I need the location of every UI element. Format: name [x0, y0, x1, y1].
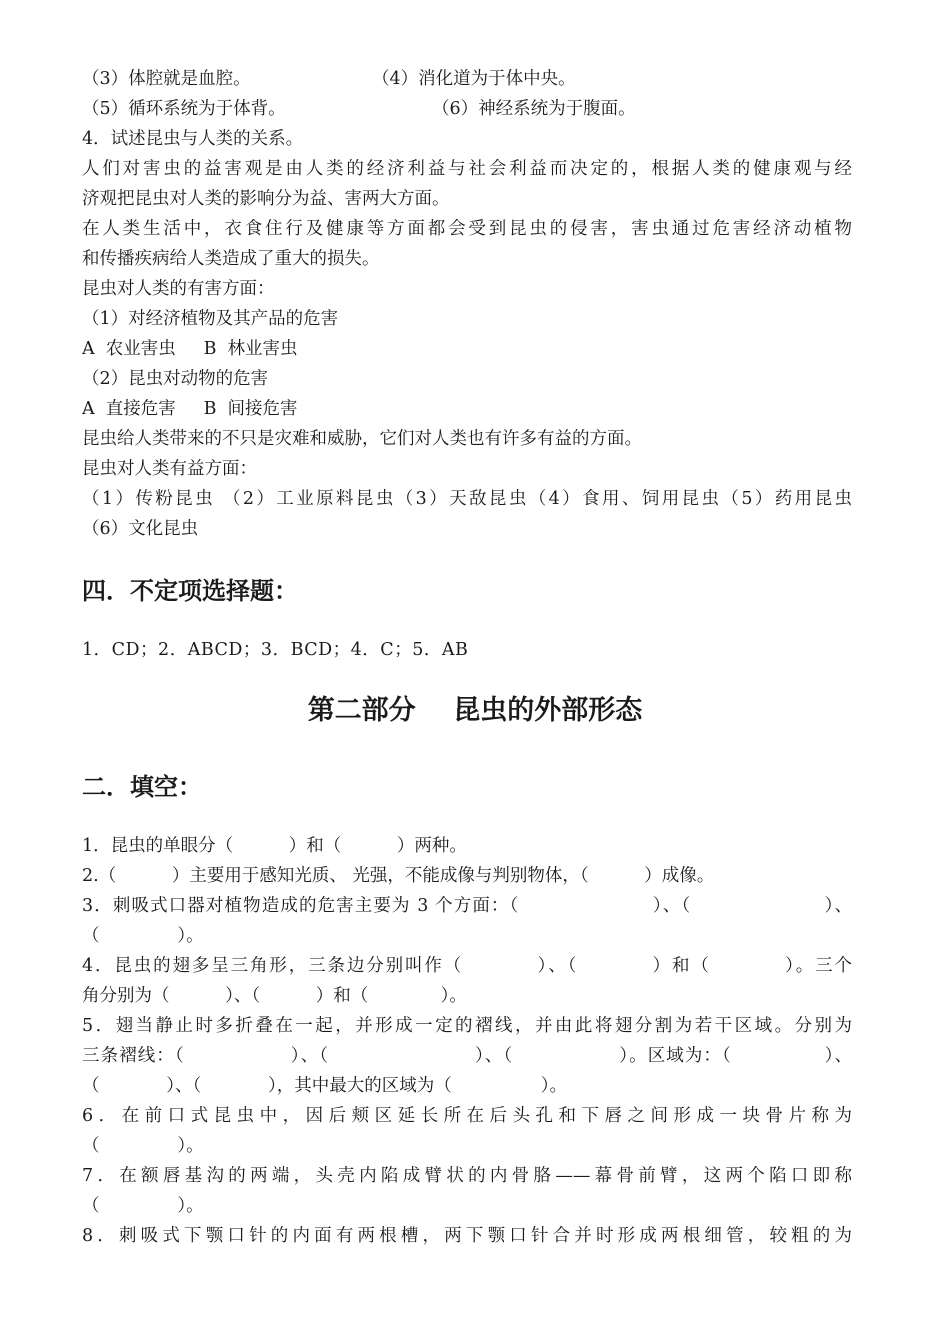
q4-para1-line1: 人们对害虫的益害观是由人类的经济利益与社会利益而决定的，根据人类的健康观与经 [82, 159, 852, 179]
q3-item-4: （4）消化道为于体中央。 [372, 69, 576, 89]
q4-para2-line1: 在人类生活中，衣食住行及健康等方面都会受到昆虫的侵害，害虫通过危害经济动植物 [82, 219, 852, 239]
q4-title: 4．试述昆虫与人类的关系。 [82, 129, 304, 149]
benefit-intro: 昆虫给人类带来的不只是灾难和威胁，它们对人类也有许多有益的方面。 [82, 429, 642, 449]
fill-q3-line1: 3．刺吸式口器对植物造成的危害主要为 3 个方面：（ ）、（ ）、 [82, 896, 852, 916]
benefit-list-line2: （6）文化昆虫 [82, 519, 199, 539]
harm-item-2: （2）昆虫对动物的危害 [82, 369, 269, 389]
q3-item-6: （6）神经系统为于腹面。 [432, 99, 636, 119]
benefit-list-line1: （1）传粉昆虫 （2）工业原料昆虫（3）天敌昆虫（4）食用、饲用昆虫（5）药用昆虫 [82, 489, 852, 509]
section4-answers: 1．CD；2．ABCD；3．BCD；4．C；5．AB [82, 640, 469, 660]
harm-item-1-types: A 农业害虫 B 林业害虫 [82, 339, 298, 359]
benefit-heading: 昆虫对人类有益方面： [82, 459, 257, 479]
q3-item-3: （3）体腔就是血腔。 [82, 69, 251, 89]
q4-para1-line2: 济观把昆虫对人类的影响分为益、害两大方面。 [82, 189, 450, 209]
fill-q5-line2: 三条褶线：（ ）、（ ）、（ ）。区域为：（ ）、 [82, 1046, 852, 1066]
part2-title: 第二部分 昆虫的外部形态 [307, 695, 643, 726]
section4-heading: 四．不定项选择题： [82, 577, 298, 605]
q3-item-5: （5）循环系统为于体背。 [82, 99, 286, 119]
q3-item-row-1 [82, 64, 852, 94]
fill-q5-line3: （ ）、（ ），其中最大的区域为（ ）。 [82, 1076, 568, 1096]
fill-q3-line2: （ ）。 [82, 926, 204, 946]
fill-q6-line2: （ ）。 [82, 1136, 204, 1156]
fill-q1: 1．昆虫的单眼分（ ）和（ ）两种。 [82, 836, 467, 856]
fill-q5-line1: 5．翅当静止时多折叠在一起，并形成一定的褶线，并由此将翅分割为若干区域。分别为 [82, 1016, 852, 1036]
fill-q8-line1: 8．刺吸式下颚口针的内面有两根槽，两下颚口针合并时形成两根细管，较粗的为 [82, 1226, 852, 1246]
harm-item-2-types: A 直接危害 B 间接危害 [82, 399, 298, 419]
harm-item-1: （1）对经济植物及其产品的危害 [82, 309, 339, 329]
section2-heading: 二．填空： [82, 773, 202, 801]
harm-heading: 昆虫对人类的有害方面： [82, 279, 275, 299]
fill-q7-line1: 7．在额唇基沟的两端，头壳内陷成臂状的内骨胳——幕骨前臂，这两个陷口即称 [82, 1166, 852, 1186]
fill-q4-line1: 4．昆虫的翅多呈三角形，三条边分别叫作（ ）、（ ）和（ ）。三个 [82, 956, 852, 976]
fill-q2: 2.（ ）主要用于感知光质、 光强，不能成像与判别物体，（ ）成像。 [82, 866, 715, 886]
q3-item-row-2 [82, 94, 852, 124]
fill-q6-line1: 6．在前口式昆虫中，因后颊区延长所在后头孔和下唇之间形成一块骨片称为 [82, 1106, 852, 1126]
fill-q7-line2: （ ）。 [82, 1196, 204, 1216]
q4-para2-line2: 和传播疾病给人类造成了重大的损失。 [82, 249, 380, 269]
fill-q4-line2: 角分别为（ ）、（ ）和（ ）。 [82, 986, 467, 1006]
